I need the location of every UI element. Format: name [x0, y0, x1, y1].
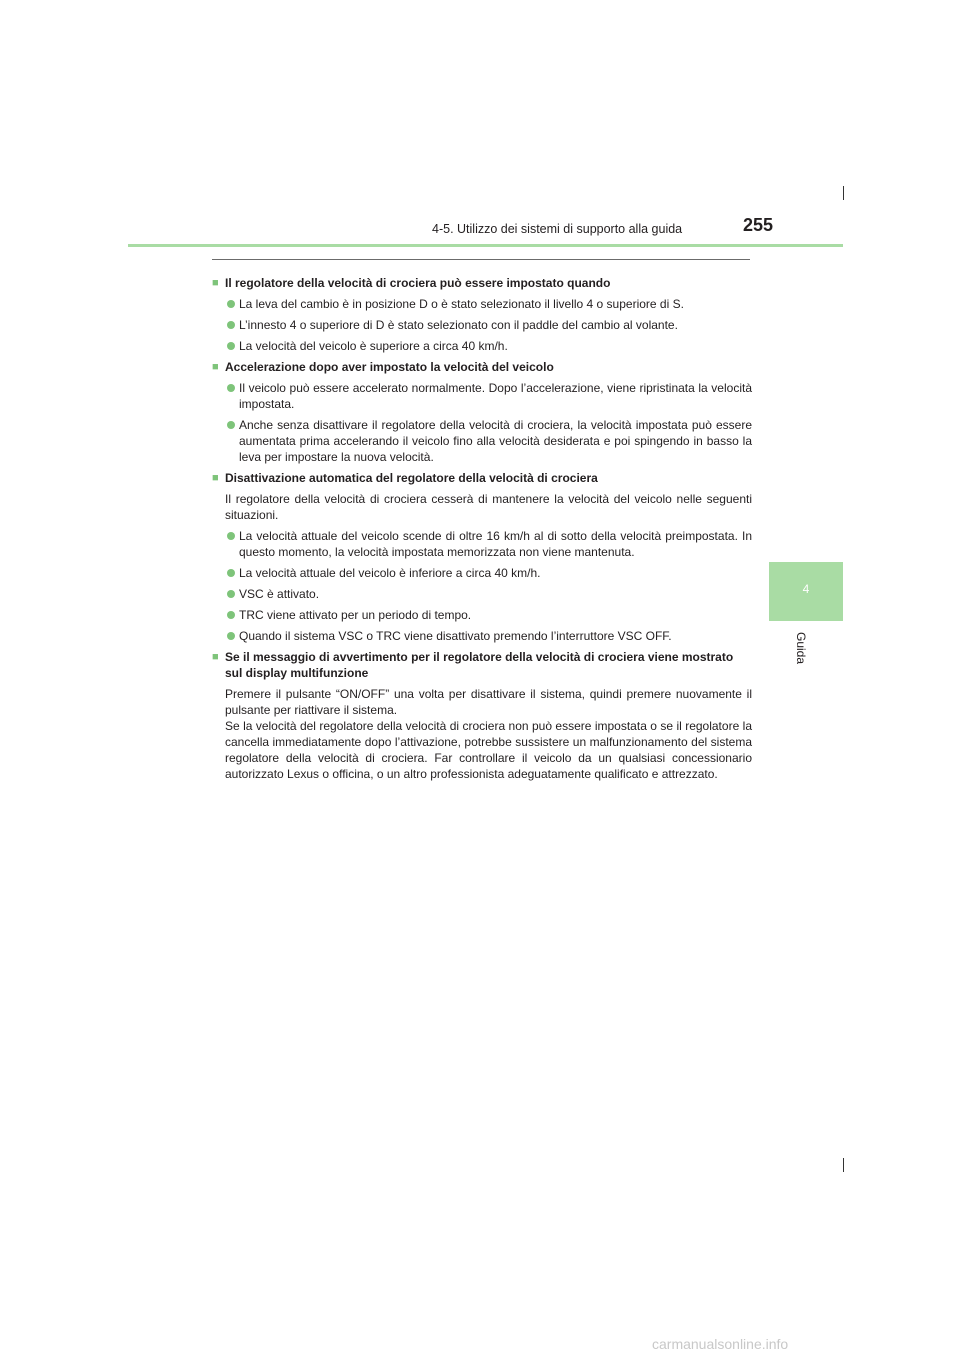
watermark: carmanualsonline.info	[652, 1336, 789, 1352]
section-heading: ■ Accelerazione dopo aver impostato la velocità del veicolo	[212, 360, 554, 374]
circle-bullet-icon	[227, 611, 235, 619]
paragraph: Il regolatore della velocità di crociera cesserà di mantenere la velocità del veicolo nelle seguenti situazioni.	[225, 492, 752, 522]
crop-mark-bottom	[843, 1158, 844, 1172]
section-heading: ■ Disattivazione automatica del regolatore della velocità di crociera	[212, 471, 598, 485]
paragraph: Premere il pulsante “ON/OFF” una volta per disattivare il sistema, quindi premere nuovamente il pulsante per riattivare il sistema.	[225, 687, 752, 717]
page-content	[212, 270, 752, 782]
list-item: Quando il sistema VSC o TRC viene disattivato premendo l’interruttore VSC OFF.	[212, 628, 752, 644]
circle-bullet-icon	[227, 532, 235, 540]
circle-bullet-icon	[227, 321, 235, 329]
list-item: TRC viene attivato per un periodo di tempo.	[212, 607, 752, 623]
chapter-number: 4	[802, 582, 810, 596]
square-bullet-icon: ■	[212, 472, 219, 484]
header-rule	[128, 244, 843, 247]
section-title: 4-5. Utilizzo dei sistemi di supporto alla guida	[432, 222, 683, 236]
list-item: La velocità del veicolo è superiore a circa 40 km/h.	[212, 338, 752, 354]
circle-bullet-icon	[227, 569, 235, 577]
square-bullet-icon: ■	[212, 651, 219, 663]
list-item: La velocità attuale del veicolo scende di oltre 16 km/h al di sotto della velocità preimpostata. In questo momento, la velocità impostata memorizzata non viene mantenuta.	[212, 528, 752, 560]
list-item: Il veicolo può essere accelerato normalmente. Dopo l’accelerazione, viene ripristinata la velocità impostata.	[212, 380, 752, 412]
section-heading: ■ Il regolatore della velocità di crociera può essere impostato quando	[212, 276, 611, 290]
crop-mark-top	[843, 186, 844, 200]
list-item: La leva del cambio è in posizione D o è stato selezionato il livello 4 o superiore di S.	[212, 296, 752, 312]
circle-bullet-icon	[227, 590, 235, 598]
circle-bullet-icon	[227, 384, 235, 392]
list-item: La velocità attuale del veicolo è inferiore a circa 40 km/h.	[212, 565, 752, 581]
circle-bullet-icon	[227, 300, 235, 308]
circle-bullet-icon	[227, 632, 235, 640]
circle-bullet-icon	[227, 421, 235, 429]
page-number: 255	[743, 215, 774, 235]
square-bullet-icon: ■	[212, 361, 219, 373]
section-heading: ■ Se il messaggio di avvertimento per il regolatore della velocità di crociera viene mostrato sul display multifunzione	[212, 650, 734, 680]
content-rule	[212, 259, 750, 260]
square-bullet-icon: ■	[212, 277, 219, 289]
list-item: Anche senza disattivare il regolatore della velocità di crociera, la velocità impostata può essere aumentata prima accelerando il veicolo fino alla velocità desiderata e poi spingendo in basso la leva per impostare la nuova velocità.	[212, 417, 752, 465]
paragraph: Se la velocità del regolatore della velocità di crociera non può essere impostata o se il regolatore la cancella immediatamente dopo l’attivazione, potrebbe sussistere un malfunzionamento del sistema regolatore della velocità di crociera. Far controllare il veicolo da un qualsiasi concessionario autorizzato Lexus o officina, o un altro professionista adeguatamente qualificato e attrezzato.	[225, 719, 752, 781]
circle-bullet-icon	[227, 342, 235, 350]
list-item: L’innesto 4 o superiore di D è stato selezionato con il paddle del cambio al volante.	[212, 317, 752, 333]
list-item: VSC è attivato.	[212, 586, 752, 602]
chapter-tab[interactable]	[769, 562, 843, 621]
